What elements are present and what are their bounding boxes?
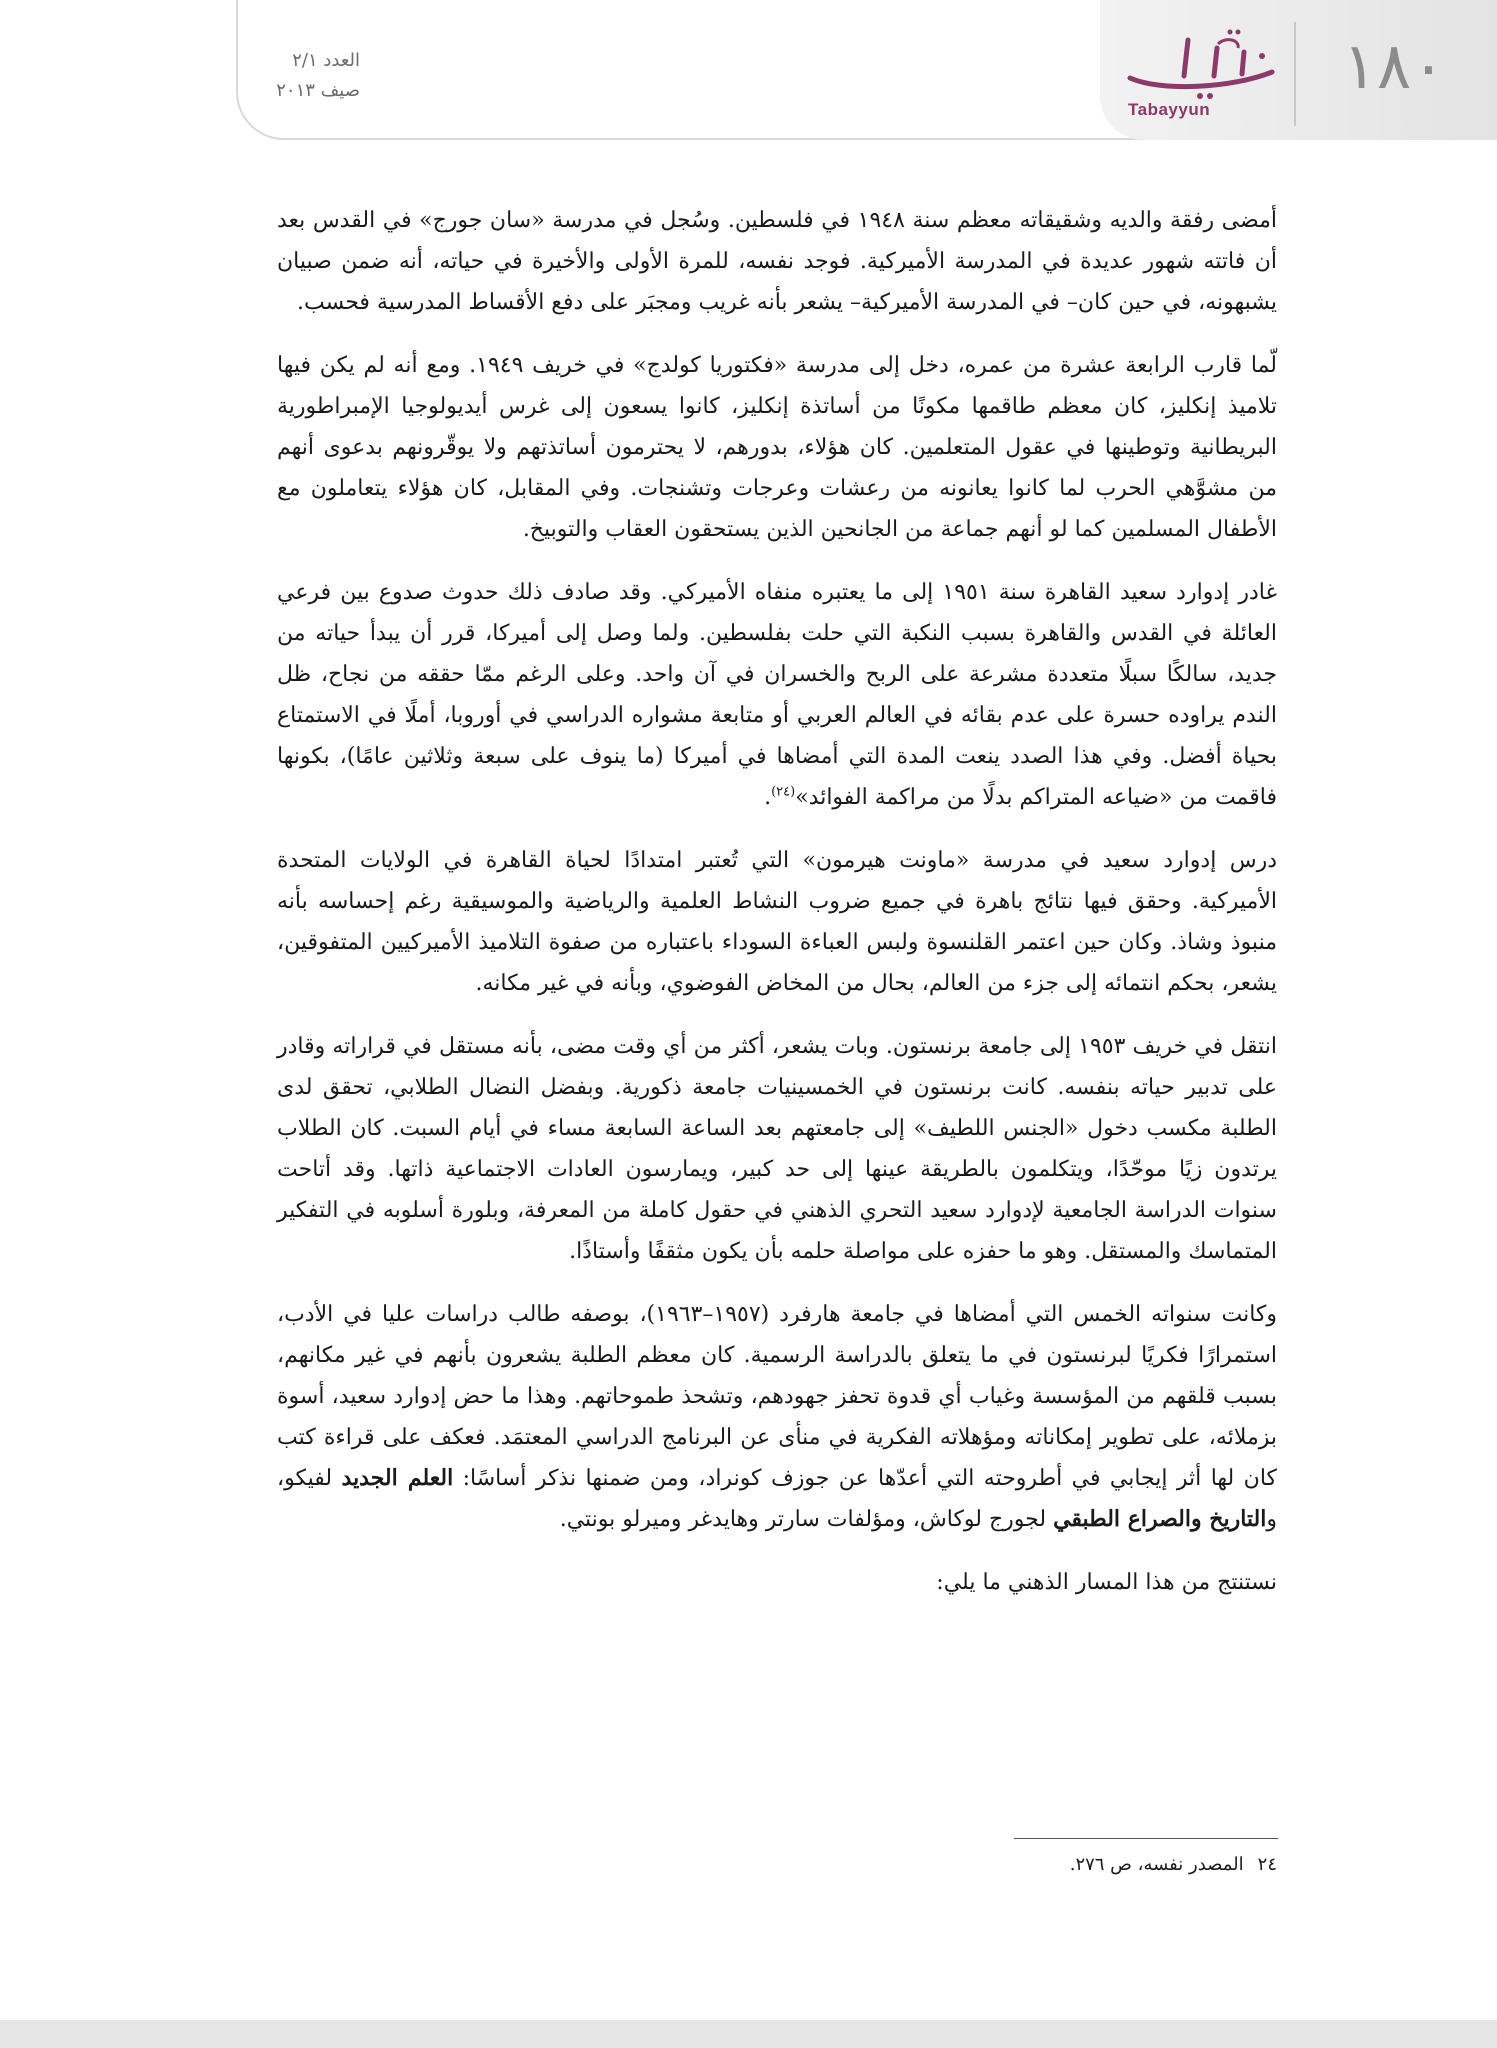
paragraph: لّما قارب الرابعة عشرة من عمره، دخل إلى مدرسة «فكتوريا كولدج» في خريف ١٩٤٩. ومع أنه لم يكن فيها تلاميذ إنكليز، كان معظم طاقمها مكونًا من أساتذة إنكليز، كانوا يسعون إلى غرس أيديولوجيا الإمبراطورية البريطانية وتوطينها في عقول المتعلمين. كان هؤلاء، بدورهم، لا يحترمون أساتذتهم ولا يوقّرونهم بدعوى أنهم من مشوَّهي الحرب لما كانوا يعانونه من رعشات وعرجات وتشنجات. وفي المقابل، كان هؤلاء يتعاملون مع الأطفال المسلمين كما لو أنهم جماعة من الجانحين الذين يستحقون العقاب والتوبيخ. bbox=[277, 353, 1277, 542]
page-number: ١٨٠ bbox=[1342, 30, 1446, 104]
conclusion-line: نستنتج من هذا المسار الذهني ما يلي: bbox=[936, 1570, 1277, 1595]
paragraph-text: لجورج لوكاش، ومؤلفات سارتر وهايدغر وميرلو بونتي. bbox=[559, 1507, 1054, 1532]
footnote bbox=[777, 1850, 1277, 1880]
paragraph-text: وكانت سنواته الخمس التي أمضاها في جامعة هارفرد (١٩٥٧–١٩٦٣)، بوصفه طالب دراسات عليا في الأدب، استمرارًا فكريًا لبرنستون في ما يتعلق بالدراسة الرسمية. كان معظم الطلبة يشعرون بأنهم في غير مكانهم، بسبب قلقهم من المؤسسة وغياب أي قدوة تحفز جهودهم، وتشحذ طموحاتهم. وهذا ما حض إدوارد سعيد، أسوة بزملائه، على تطوير إمكاناته ومؤهلاته الفكرية في منأى عن البرنامج الدراسي المعتمَد. فعكف على قراءة كتب كان لها أثر إيجابي في أطروحته التي أعدّها عن جوزف كونراد، ومن ضمنها نذكر أساسًا: bbox=[277, 1302, 1278, 1491]
footnote-text: المصدر نفسه، ص ٢٧٦. bbox=[1069, 1854, 1244, 1875]
paragraph-text: غادر إدوارد سعيد القاهرة سنة ١٩٥١ إلى ما يعتبره منفاه الأميركي. وقد صادف ذلك حدوث صدوع بين فرعي العائلة في القدس والقاهرة بسبب النكبة التي حلت بفلسطين. ولما وصل إلى أميركا، قرر أن يبدأ حياته من جديد، سالكًا سبلًا متعددة مشرعة على الربح والخسران في آن واحد. وعلى الرغم ممّا حققه من نجاح، ظل الندم يراوده حسرة على عدم بقائه في العالم العربي أو متابعة مشواره الدراسي في أوروبا، أملًا في الاستمتاع بحياة أفضل. وفي هذا الصدد ينعت المدة التي أمضاها في أميركا (ما ينوف على سبعة وثلاثين عامًا)، بكونها فاقمت من «ضياعه المتراكم بدلًا من مراكمة الفوائد» bbox=[277, 580, 1277, 810]
page-header bbox=[0, 0, 1497, 140]
issue-label: العدد ٢/١ bbox=[292, 50, 360, 71]
season-label: صيف ٢٠١٣ bbox=[276, 80, 360, 101]
logo-calligraphy-icon bbox=[1122, 26, 1292, 106]
paragraph: انتقل في خريف ١٩٥٣ إلى جامعة برنستون. وبات يشعر، أكثر من أي وقت مضى، بأنه مستقل في قراراته وقادر على تدبير حياته بنفسه. كانت برنستون في الخمسينيات جامعة ذكورية. وبفضل النضال الطلابي، تحقق لدى الطلبة مكسب دخول «الجنس اللطيف» إلى جامعتهم بعد الساعة السابعة مساء في أيام السبت. كان الطلاب يرتدون زيًا موحّدًا، ويتكلمون بالطريقة عينها إلى حد كبير، ويمارسون العادات الاجتماعية ذاتها. وقد أتاحت سنوات الدراسة الجامعية لإدوارد سعيد التحري الذهني في حقول كاملة من المعرفة، وبلورة أسلوبه في التفكير المتماسك والمستقل. وهو ما حفزه على مواصلة حلمه بأن يكون مثقفًا وأستاذًا. bbox=[277, 1034, 1277, 1264]
footnote-number: ٢٤ bbox=[1257, 1854, 1277, 1875]
book-title: العلم الجديد bbox=[341, 1465, 454, 1491]
paragraph bbox=[277, 572, 1277, 818]
book-title: التاريخ والصراع الطبقي bbox=[1053, 1506, 1267, 1532]
header-divider bbox=[1294, 22, 1296, 126]
paragraph-text: لفيكو، و bbox=[277, 1466, 1277, 1532]
footnote-divider bbox=[1014, 1838, 1278, 1839]
paragraph bbox=[277, 1294, 1277, 1540]
journal-logo bbox=[1122, 26, 1292, 126]
article-body bbox=[277, 200, 1277, 1625]
paragraph: درس إدوارد سعيد في مدرسة «ماونت هيرمون» التي تُعتبر امتدادًا لحياة القاهرة في الولايات المتحدة الأميركية. وحقق فيها نتائج باهرة في جميع ضروب النشاط العلمية والرياضية والموسيقية رغم إحساسه بأنه منبوذ وشاذ. وكان حين اعتمر القلنسوة ولبس العباءة السوداء باعتباره من صفوة التلاميذ الأميركيين المتفوقين، يشعر، بحكم انتمائه إلى جزء من العالم، بحال من المخاض الفوضوي، وبأنه في غير مكانه. bbox=[277, 848, 1277, 996]
paragraph: أمضى رفقة والديه وشقيقاته معظم سنة ١٩٤٨ في فلسطين. وسُجل في مدرسة «سان جورج» في القدس بعد أن فاتته شهور عديدة في المدرسة الأميركية. فوجد نفسه، للمرة الأولى والأخيرة في حياته، أنه ضمن صبيان يشبهونه، في حين كان– في المدرسة الأميركية– يشعر بأنه غريب ومجبَر على دفع الأقساط المدرسية فحسب. bbox=[277, 208, 1277, 315]
issue-info bbox=[250, 46, 360, 106]
sentence-end: . bbox=[764, 785, 772, 810]
footnote-reference[interactable]: (٢٤) bbox=[771, 784, 796, 800]
logo-latin-text: Tabayyun bbox=[1128, 100, 1211, 119]
